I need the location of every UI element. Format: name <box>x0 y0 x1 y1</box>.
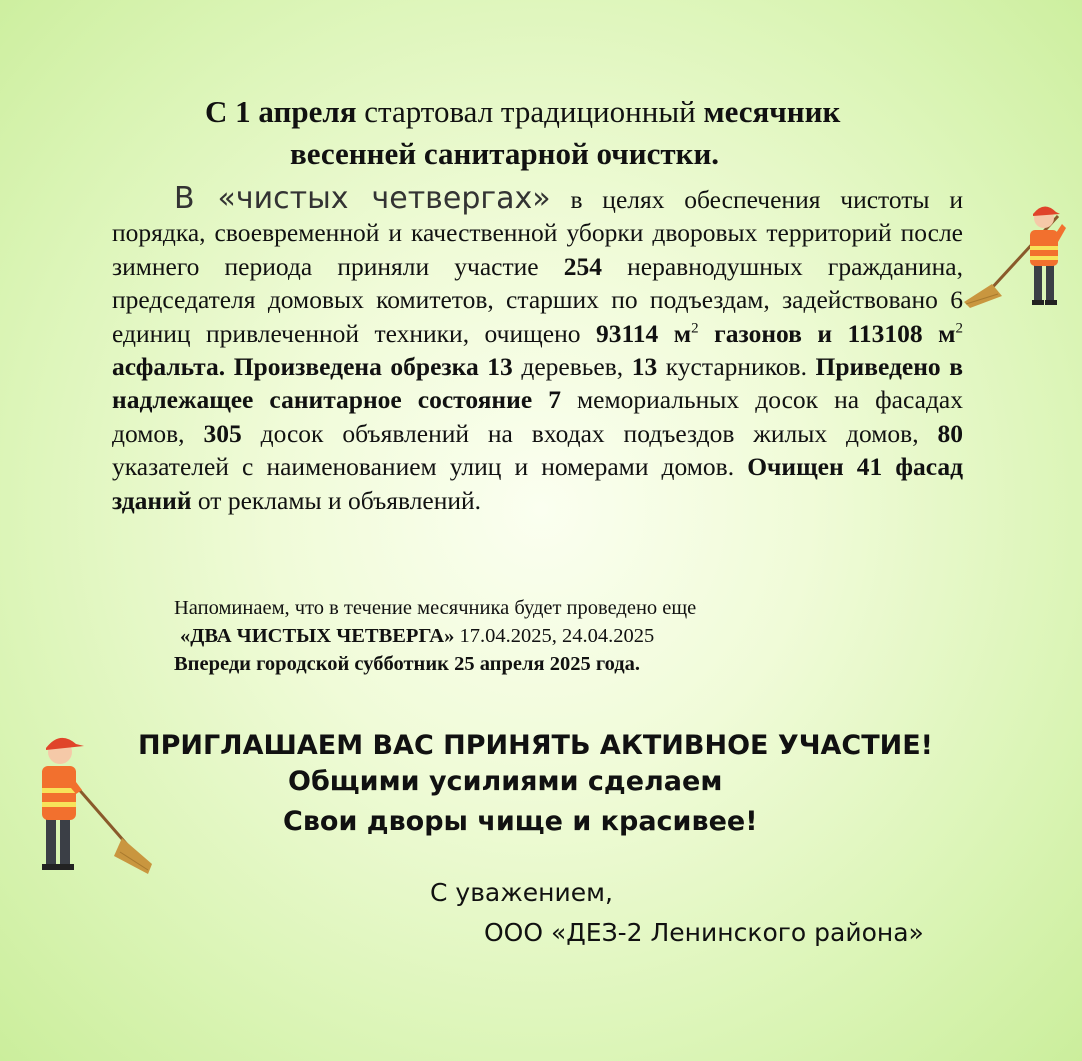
report-paragraph <box>112 182 963 517</box>
body-text-8: от рекламы и объявлений. <box>191 485 482 515</box>
asphalt-area: газонов и 113108 м <box>698 318 956 348</box>
subbotnik-announcement: Впереди городской субботник 25 апреля 2025 года. <box>174 653 641 675</box>
body-text-3: деревьев, <box>512 352 632 382</box>
participants-count: 254 <box>563 251 602 281</box>
headline-text: стартовал традиционный <box>356 94 704 129</box>
asphalt-pruning-text: асфальта. Произведена обрезка 13 <box>112 352 513 382</box>
body-text-5: мемориальных досок на фасадах домов, <box>112 385 963 448</box>
reminder-line-3 <box>174 650 696 678</box>
body-text-7: указателей с наименованием улиц и номерами домов. <box>112 452 748 482</box>
headline-month-word: месячник <box>703 94 841 129</box>
signature-organization: ООО «ДЕЗ-2 Ленинского района» <box>484 918 924 947</box>
body-text-6: досок объявлений на входах подъездов жилых домов, <box>241 418 938 448</box>
body-text-4: кустарников. <box>657 352 816 382</box>
signs-count: 80 <box>937 418 964 448</box>
shrubs-count: 13 <box>631 352 658 382</box>
body-text-1: в целях обеспечения чистоты и порядка, своевременной и качественной уборки дворовых территорий после зимнего периода приняли участие <box>112 185 964 281</box>
facades-cleaned: Очищен 41 фасад зданий <box>112 452 964 515</box>
two-clean-thursdays: «ДВА ЧИСТЫХ ЧЕТВЕРГА» <box>180 625 455 647</box>
reminder-block <box>174 594 696 678</box>
invite-line-2: Общими усилиями сделаем <box>288 766 723 797</box>
janitor-left-illustration <box>30 730 154 876</box>
headline-line-2 <box>290 136 719 172</box>
invite-line-3: Свои дворы чище и красивее! <box>283 806 758 837</box>
reminder-line-1: Напоминаем, что в течение месячника будет проведено еще <box>174 597 697 619</box>
headline-line-1 <box>205 94 840 130</box>
lawn-area-unit-sup: 2 <box>691 320 699 337</box>
reminder-dates: 17.04.2025, 24.04.2025 <box>454 625 655 647</box>
body-text-2: неравнодушных гражданина, председателя домовых комитетов, старших по подъездам, задействовано 6 единиц привлеченной техники, очищено <box>112 251 963 348</box>
boards-count: 305 <box>203 418 242 448</box>
clean-thursdays-lead: В «чистых четвергах» <box>174 181 551 216</box>
asphalt-area-unit-sup: 2 <box>955 320 963 337</box>
janitor-right-illustration <box>962 198 1077 312</box>
lawn-area: 93114 м <box>595 318 692 348</box>
invite-line-1: ПРИГЛАШАЕМ ВАС ПРИНЯТЬ АКТИВНОЕ УЧАСТИЕ! <box>138 730 933 761</box>
headline-date: С 1 апреля <box>205 94 357 129</box>
reminder-line-2 <box>174 622 696 650</box>
signature-regards: С уважением, <box>430 878 613 907</box>
sanitary-state-text: Приведено в надлежащее санитарное состояние 7 <box>112 352 963 415</box>
headline-event-name: весенней санитарной очистки. <box>290 136 720 171</box>
